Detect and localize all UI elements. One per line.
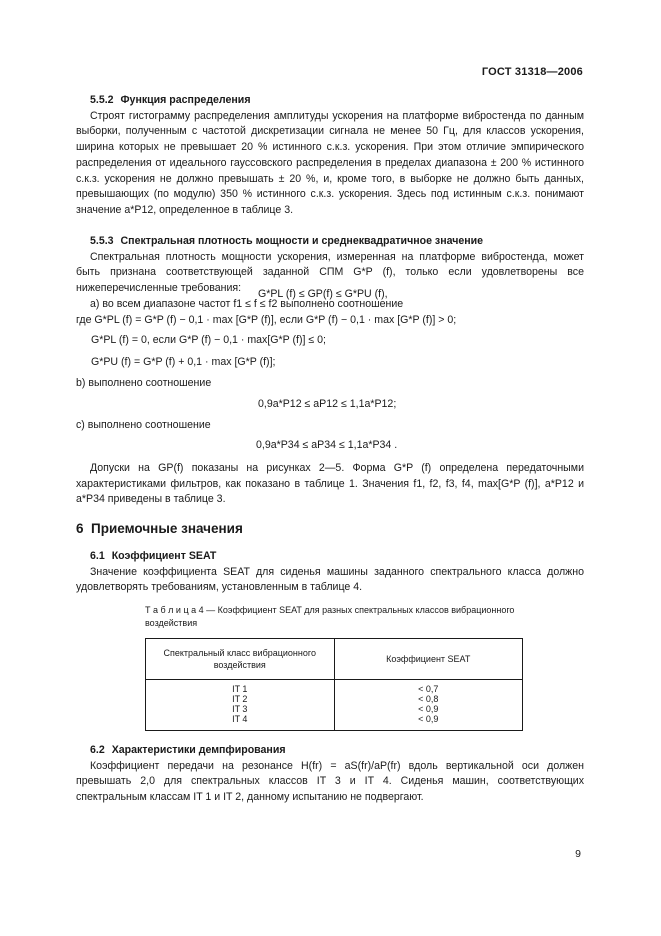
table-header-class: Спектральный класс вибрационного воздействия	[146, 639, 335, 680]
formula-b: 0,9a*P12 ≤ aP12 ≤ 1,1a*P12;	[258, 398, 397, 410]
formula-where-2: G*PL (f) = 0, если G*P (f) − 0,1 · max[G*P (f)] ≤ 0;	[91, 334, 326, 346]
section-6-1	[76, 549, 584, 596]
tolerance-paragraph-block	[76, 461, 584, 508]
table-row	[146, 714, 523, 731]
section-title: Спектральная плотность мощности и среднеквадратичное значение	[120, 235, 484, 247]
section-heading	[76, 93, 584, 109]
formula-where-1: где G*PL (f) = G*P (f) − 0,1 · max [G*P (f)], если G*P (f) − 0,1 · max [G*P (f)] > 0;	[76, 314, 457, 326]
list-item-a: а) во всем диапазоне частот f1 ≤ f ≤ f2 выполнено соотношение	[90, 297, 404, 310]
section-number: 5.5.2	[90, 94, 114, 106]
formula-where-3: G*PU (f) = G*P (f) + 0,1 · max [G*P (f)];	[91, 356, 276, 368]
chapter-heading	[76, 521, 243, 536]
table-caption	[145, 604, 525, 630]
section-heading	[76, 549, 584, 565]
section-number: 5.5.3	[90, 235, 114, 247]
table-caption-text: — Коэффициент SEAT для разных спектральных классов вибрационного воздействия	[145, 605, 515, 628]
table-caption-label: Т а б л и ц а 4	[145, 605, 204, 615]
section-title: Функция распределения	[120, 94, 251, 106]
table-cell-value: < 0,7	[334, 680, 523, 695]
chapter-title: Приемочные значения	[91, 521, 243, 536]
table-cell-value: < 0,9	[334, 714, 523, 731]
section-5-5-2	[76, 93, 584, 219]
section-6-2	[76, 743, 584, 806]
table-row	[146, 680, 523, 695]
list-item-c: c) выполнено соотношение	[76, 419, 211, 431]
table-cell-class: IT 2	[146, 694, 335, 704]
section-paragraph: Коэффициент передачи на резонансе H(fr) = aS(fr)/aP(fr) вдоль вертикальной оси должен превышать 2,0 для спектральных классов IT 3 и IT 4. Сиденья машин, соответствующих спектральным классам IT 1 и IT 2, данному испытанию не подвергают.	[76, 759, 584, 804]
section-heading	[76, 743, 584, 759]
table-cell-class: IT 4	[146, 714, 335, 731]
list-item-b: b) выполнено соотношение	[76, 377, 212, 389]
table-header-seat: Коэффициент SEAT	[334, 639, 523, 680]
section-title: Характеристики демпфирования	[111, 744, 286, 756]
section-paragraph: Спектральная плотность мощности ускорения, измеренная на платформе вибростенда, может быть признана соответствующей заданной СПМ G*P (f), только если удовлетворены все нижеперечисленные требования:	[76, 250, 584, 295]
table-cell-value: < 0,8	[334, 694, 523, 704]
page-number: 9	[575, 848, 581, 860]
table-row	[146, 694, 523, 704]
section-5-5-3	[76, 234, 584, 313]
section-number: 6.1	[90, 550, 105, 562]
table-cell-class: IT 3	[146, 704, 335, 714]
section-paragraph: Строят гистограмму распределения амплитуды ускорения на платформе вибростенда по данным выборки, полученным с частотой дискретизации сигнала не менее 50 Гц, для классов ускорения, ширина которых не превышает 20 % истинного с.к.з. ускорения. При этом отличие эмпирического распределения от идеального гауссовского распределения в пределах диапазона ± 200 % истинного с.к.з. ускорения не должно превышать ± 20 %, и, кроме того, в выборке не должно быть данных, превышающих (по модулю) 350 % истинного с.к.з. ускорения. Здесь под истинным с.к.з. понимают значение a*P12, определенное в таблице 3.	[76, 109, 584, 216]
chapter-number: 6	[76, 521, 84, 536]
table-cell-value: < 0,9	[334, 704, 523, 714]
table-row	[146, 704, 523, 714]
section-heading	[76, 234, 584, 250]
section-paragraph: Значение коэффициента SEAT для сиденья машины заданного спектрального класса должно удовлетворять требованиям, установленным в таблице 4.	[76, 565, 584, 594]
formula-a: G*PL (f) ≤ GP(f) ≤ G*PU (f),	[258, 288, 388, 300]
table-4	[145, 638, 523, 731]
standard-header: ГОСТ 31318—2006	[481, 66, 583, 78]
section-number: 6.2	[90, 744, 105, 756]
table-cell-class: IT 1	[146, 680, 335, 695]
formula-c: 0,9a*P34 ≤ aP34 ≤ 1,1a*P34 .	[256, 439, 398, 451]
section-title: Коэффициент SEAT	[111, 550, 217, 562]
tolerance-paragraph: Допуски на GP(f) показаны на рисунках 2—5. Форма G*P (f) определена передаточными характеристиками фильтров, как показано в таблице 1. Значения f1, f2, f3, f4, max[G*P (f)], a*P12 и a*P34 приведены в таблице 3.	[76, 462, 584, 506]
